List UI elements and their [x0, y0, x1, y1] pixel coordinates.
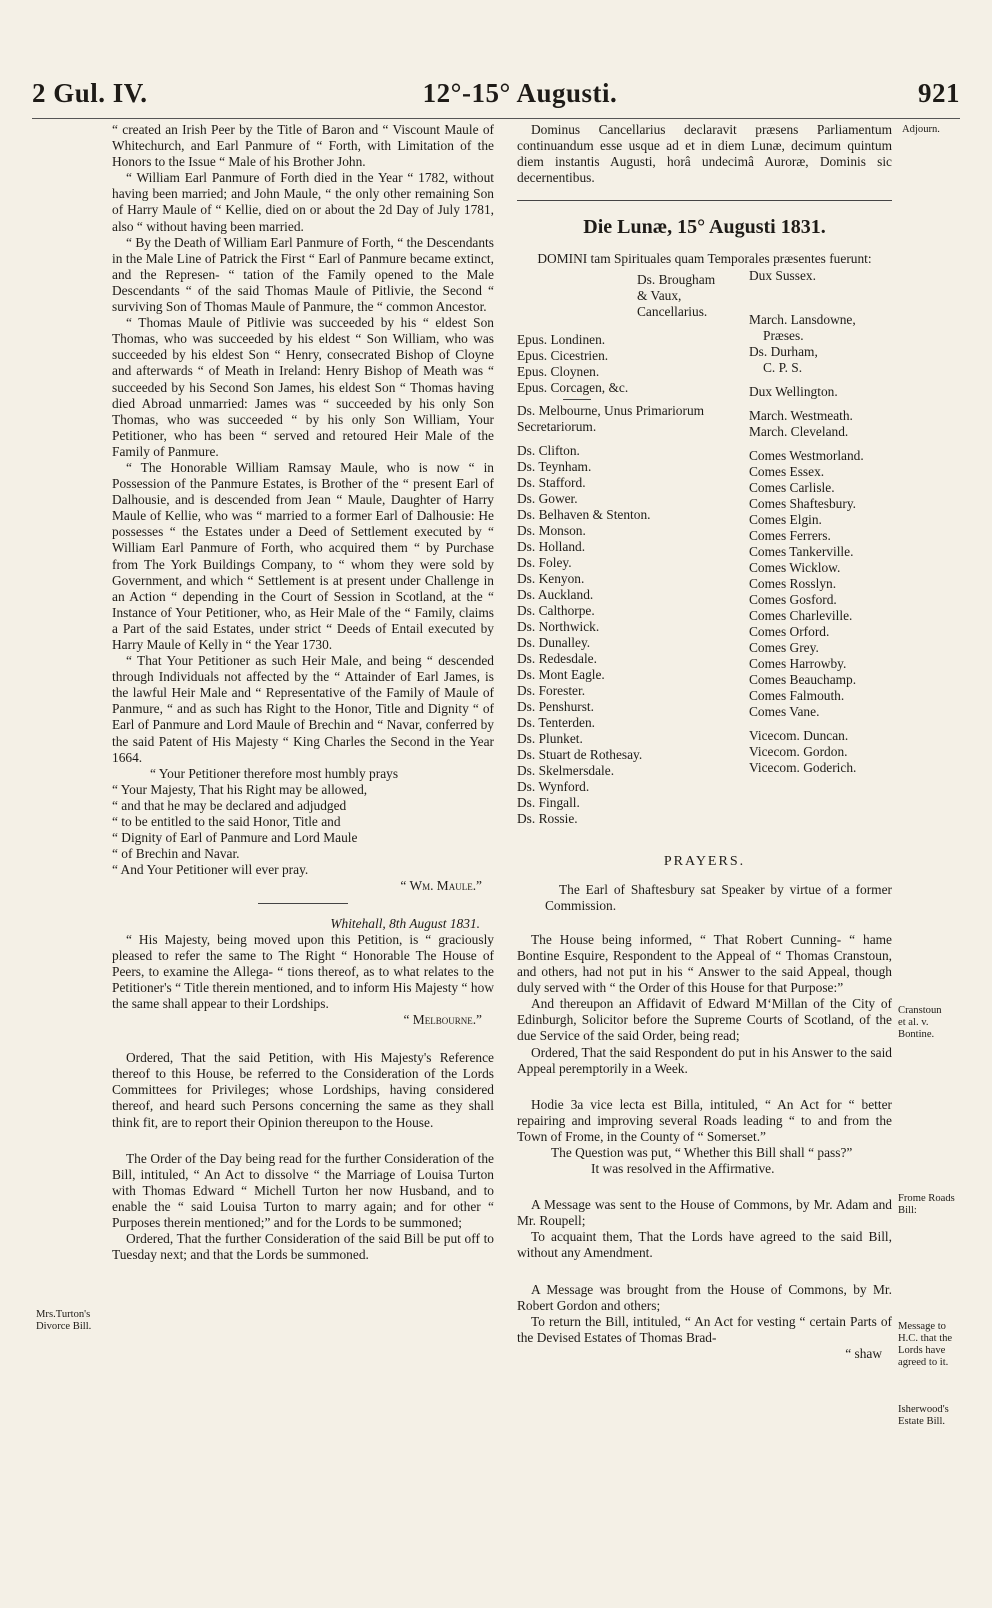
dateline: Whitehall, 8th August 1831. — [330, 915, 480, 931]
prayer-line: “ Your Majesty, That his Right may be allowed, — [112, 781, 368, 797]
earls-list — [749, 448, 892, 720]
lord-entry: Ds. Monson. — [517, 522, 586, 538]
turton-ordered: Ordered, That the further Consideration of the said Bill be put off to Tuesday next; and that the Lords be summoned. — [112, 1231, 494, 1263]
margin-note-cranstoun — [898, 1005, 942, 1041]
lords-left-list — [517, 268, 745, 827]
lords-present-list — [517, 268, 892, 844]
margin-note-line: Cranstoun — [898, 1005, 942, 1016]
lord-entry: Ds. Fingall. — [517, 794, 580, 810]
lord-entry: Ds. Forester. — [517, 682, 586, 698]
petition-paragraph: “ That Your Petitioner as such Heir Male, and being “ descended through Individuals not affected by the “ Attainder of Earl James, is the lawful Heir Male and “ Representative of the Family of Maule of Panmure, “ and as such has Right to the Honor, Title and Dignity “ of Earl of Panmure and Lord Maule of Brechin and “ Navar, conferred by the said Patent of His Majesty “ King Charles the Second in the Year 1664. — [112, 653, 494, 765]
lord-entry: Comes Falmouth. — [749, 687, 845, 703]
margin-note-frome — [898, 1193, 955, 1217]
prayer-close: “ And Your Petitioner will ever pray. — [112, 862, 309, 878]
lord-chancellor — [637, 272, 745, 320]
lord-entry: Ds. Calthorpe. — [517, 602, 595, 618]
present-intro: DOMINI tam Spirituales quam Temporales præsentes fuerunt: — [537, 251, 872, 267]
lord-entry: Comes Harrowby. — [749, 655, 847, 671]
petition-paragraph: “ William Earl Panmure of Forth died in the Year “ 1782, without having been married; and John Maule, “ the only other remaining Son of Harry Maule of “ Kellie, died on or about the 2d Day of July 1781, also “ without having been married. — [112, 170, 494, 234]
prayer-line: “ and that he may be declared and adjudged — [112, 797, 347, 813]
margin-note-line: Isherwood's — [898, 1404, 949, 1415]
reference-signature: “ Melbourne.” — [403, 1012, 482, 1028]
bishops-list — [517, 332, 745, 396]
message-paragraph: To acquaint them, That the Lords have agreed to the said Bill, without any Amendment. — [517, 1229, 892, 1261]
cranstoun-paragraph: Ordered, That the said Respondent do put in his Answer to the said Appeal peremptorily in a Week. — [517, 1044, 892, 1076]
margin-note-line: Bontine. — [898, 1029, 935, 1040]
petition-paragraph: “ The Honorable William Ramsay Maule, who is now “ in Possession of the Panmure Estates, is Brother of the “ present Earl of Dalhousie, and is descended from Jean “ Maule, Daughter of Harry Maule of Kellie, who was “ married to a former Earl of Dalhousie: He possesses “ the Estates under a Deed of Settlement executed by “ William Earl Panmure of Forth, who acquired them “ by Purchase from The York Buildings Company, to “ whom they were sold by Government, and which “ Settlement is at present under Challenge in an Action “ depending in the Court of Session in Scotland, at the “ Instance of Your Petitioner, who, as Heir Male of the “ Family, claims a Part of the said Estates, under strict “ Deeds of Entail executed by Harry Maule of Kelly in “ the Year 1730. — [112, 459, 494, 652]
margin-note-message — [898, 1321, 952, 1369]
lord-entry: Ds. Mont Eagle. — [517, 666, 605, 682]
lord-entry: Epus. Cicestrien. — [517, 347, 609, 363]
lord-entry: Comes Essex. — [749, 463, 825, 479]
cranstoun-paragraph: The House being informed, “ That Robert Cunning- “ hame Bontine Esquire, Respondent to the Appeal of “ Thomas Cranstoun, and others, had not put in his “ Answer to the said Appeal, though duly served with “ the Order of this House for that Purpose:” — [517, 931, 892, 996]
lord-entry: Comes Elgin. — [749, 511, 822, 527]
lord-entry: Comes Tankerville. — [749, 543, 854, 559]
margin-note-line: Frome Roads — [898, 1193, 955, 1204]
barons-list — [517, 443, 745, 827]
lord-entry: Ds. Tenterden. — [517, 714, 596, 730]
prayer-line: “ to be entitled to the said Honor, Title and — [112, 814, 341, 830]
prayer-intro: “ Your Petitioner therefore most humbly prays — [150, 765, 399, 781]
lord-entry: Comes Carlisle. — [749, 479, 835, 495]
margin-note-line: Message to — [898, 1321, 946, 1332]
lord-entry: Ds. Northwick. — [517, 618, 600, 634]
marquesses-list — [749, 408, 892, 440]
lord-entry: Ds. Foley. — [517, 554, 572, 570]
frome-question: The Question was put, “ Whether this Bill shall “ pass?” — [551, 1144, 853, 1160]
message-paragraph: A Message was sent to the House of Commons, by Mr. Adam and Mr. Roupell; — [517, 1197, 892, 1229]
prayer-block — [112, 782, 494, 879]
prayer-line: “ Dignity of Earl of Panmure and Lord Maule — [112, 830, 358, 846]
petition-paragraph: “ By the Death of William Earl Panmure of Forth, “ the Descendants in the Male Line of Patrick the First “ Earl of Panmure became extinct, and the Represen- “ tation of the Family opened to the Male Descendants “ of the said Thomas Maule of Pitlivie, the Second “ surviving Son of Thomas Maule of Panmure, the “ common Ancestor. — [112, 234, 494, 315]
catchword: “ shaw — [845, 1345, 882, 1361]
lord-entry: Ds. Gower. — [517, 490, 578, 506]
lord-entry: Ds. Teynham. — [517, 458, 592, 474]
lord-entry: Comes Wicklow. — [749, 559, 841, 575]
lord-entry: Ds. Holland. — [517, 538, 586, 554]
prayer-line: “ of Brechin and Navar. — [112, 846, 240, 862]
dukes-list-2 — [749, 384, 892, 400]
lord-entry: Ds. Durham, — [749, 343, 818, 359]
lord-entry: Comes Grey. — [749, 639, 819, 655]
president-list — [749, 312, 892, 376]
lord-entry: Ds. Auckland. — [517, 586, 594, 602]
lord-entry: Ds. Brougham — [637, 271, 716, 287]
lord-entry: Comes Westmorland. — [749, 447, 864, 463]
lord-entry: Ds. Penshurst. — [517, 698, 595, 714]
margin-note-line: H.C. that the — [898, 1333, 953, 1344]
lord-entry: Ds. Dunalley. — [517, 634, 591, 650]
isherwood-paragraph: To return the Bill, intituled, “ An Act for vesting “ certain Parts of the Devised Estates of Thomas Brad- — [517, 1313, 892, 1345]
margin-note-isherwood — [898, 1404, 949, 1428]
section-rule — [258, 903, 348, 904]
dukes-list — [749, 268, 892, 284]
lord-entry: Ds. Stafford. — [517, 474, 586, 490]
prayers-heading: PRAYERS. — [663, 853, 746, 869]
petitioner-signature: “ Wm. Maule.” — [400, 878, 482, 894]
lord-entry: Ds. Plunket. — [517, 730, 583, 746]
header-regnal-year: 2 Gul. IV. — [32, 78, 148, 108]
lord-entry: Dux Wellington. — [749, 383, 838, 399]
margin-note-line: agreed to it. — [898, 1357, 949, 1368]
margin-note-line: Lords have — [898, 1345, 946, 1356]
turton-order: The Order of the Day being read for the further Consideration of the Bill, intituled, “ An Act to dissolve “ the Marriage of Louisa Turton with Thomas Edward “ Michell Turton her now Husband, and to enable the “ said Louisa Turton to marry again; and for other “ Purposes therein mentioned;” and for the Lords to be summoned; — [112, 1150, 494, 1230]
margin-note-adjourn: Adjourn. — [902, 124, 940, 135]
lord-entry: Comes Shaftesbury. — [749, 495, 856, 511]
section-rule — [517, 200, 892, 201]
petition-paragraph: “ created an Irish Peer by the Title of Baron and “ Viscount Maule of Whitechurch, and Earl Panmure of “ Forth, with Limitation of the Honors to the Issue “ Male of his Brother John. — [112, 122, 494, 170]
day-title: Die Lunæ, 15° Augusti 1831. — [583, 216, 826, 239]
viscounts-list — [749, 728, 892, 776]
lord-entry: Ds. Skelmersdale. — [517, 762, 615, 778]
margin-note-line: Divorce Bill. — [36, 1321, 92, 1332]
lord-entry: Ds. Redesdale. — [517, 650, 597, 666]
lord-entry: March. Cleveland. — [749, 423, 849, 439]
lord-entry: Comes Beauchamp. — [749, 671, 857, 687]
lord-entry: C. P. S. — [763, 359, 803, 375]
header-rule — [32, 118, 960, 119]
lord-entry: Comes Ferrers. — [749, 527, 831, 543]
petition-paragraph: “ Thomas Maule of Pitlivie was succeeded by his “ eldest Son Thomas, who was succeeded by his eldest “ Son William, who was succeeded by his eldest Son “ Henry, consecrated Bishop of Cloyne and afterwards “ of Meath in Ireland: Henry Bishop of Meath was “ succeeded by his Second Son James, his eldest Son “ Thomas having died Abroad unmarried: James was “ succeeded by his only Son Thomas, who was succeeded “ by his only Son William, Your Petitioner, who has been “ served and retoured Heir Male of the Family of Panmure. — [112, 315, 494, 459]
frome-paragraph: Hodie 3a vice lecta est Billa, intituled, “ An Act for “ better repairing and improving several Roads leading “ to and from the Town of Frome, in the County of “ Somerset.” — [517, 1096, 892, 1144]
lord-entry: Ds. Clifton. — [517, 442, 580, 458]
isherwood-paragraph: A Message was brought from the House of Commons, by Mr. Robert Gordon and others; — [517, 1281, 892, 1313]
royal-reference: “ His Majesty, being moved upon this Petition, is “ graciously pleased to refer the same to The Right “ Honorable The House of Peers, to examine the Allega- “ tions thereof, as to what relates to the Petitioner's “ Title therein mentioned, and to inform His Majesty “ how the same shall appear to their Lordships. — [112, 931, 494, 1011]
margin-note-line: Mrs.Turton's — [36, 1309, 91, 1320]
margin-note-line: Estate Bill. — [898, 1416, 946, 1427]
cranstoun-paragraph: And thereupon an Affidavit of Edward M‘Millan of the City of Edinburgh, Solicitor before the Supreme Courts of Scotland, of the due Service of the said Order, being read; — [517, 996, 892, 1044]
lord-entry: Comes Charleville. — [749, 607, 853, 623]
lord-entry: March. Lansdowne, — [749, 311, 856, 327]
lord-entry: Præses. — [763, 327, 804, 343]
lord-entry: Cancellarius. — [637, 303, 708, 319]
lord-entry: Comes Rosslyn. — [749, 575, 837, 591]
lord-entry: Ds. Kenyon. — [517, 570, 585, 586]
list-divider — [563, 399, 591, 400]
margin-note-turton — [36, 1309, 91, 1333]
lord-entry: Ds. Rossie. — [517, 810, 578, 826]
lord-entry: Comes Orford. — [749, 623, 830, 639]
lord-entry: Vicecom. Duncan. — [749, 727, 849, 743]
lord-entry: & Vaux, — [637, 287, 682, 303]
lord-melbourne: Ds. Melbourne, Unus Primariorum Secretariorum. — [517, 402, 705, 434]
right-column — [517, 122, 892, 1362]
left-column — [112, 122, 494, 1263]
lord-entry: Epus. Corcagen, &c. — [517, 379, 629, 395]
lord-entry: March. Westmeath. — [749, 407, 853, 423]
lord-entry: Epus. Londinen. — [517, 331, 606, 347]
lord-entry: Ds. Wynford. — [517, 778, 590, 794]
adjourn-paragraph: Dominus Cancellarius declaravit præsens Parliamentum continuandum esse usque ad et in diem Lunæ, decimum quintum diem instantis Augusti, horâ undecimâ Auroræ, Dominis sic decernentibus. — [517, 122, 892, 186]
lord-entry: Comes Gosford. — [749, 591, 837, 607]
lords-right-list — [749, 268, 892, 776]
margin-note-line: et al. v. — [898, 1017, 929, 1028]
lord-entry: Ds. Stuart de Rothesay. — [517, 746, 643, 762]
page-number: 921 — [918, 78, 960, 108]
margin-note-line: Bill: — [898, 1205, 917, 1216]
frome-resolved: It was resolved in the Affirmative. — [591, 1161, 775, 1177]
lord-entry: Dux Sussex. — [749, 267, 816, 283]
lord-entry: Vicecom. Goderich. — [749, 759, 857, 775]
lord-entry: Vicecom. Gordon. — [749, 743, 848, 759]
lord-entry: Epus. Cloynen. — [517, 363, 600, 379]
ordered-privileges: Ordered, That the said Petition, with His Majesty's Reference thereof to this House, be referred to the Consideration of the Lords Committees for Privileges; whose Lordships, having considered thereof, and heard such Persons concerning the same as they shall think fit, are to report their Opinion thereupon to the House. — [112, 1050, 494, 1130]
speaker-note: The Earl of Shaftesbury sat Speaker by virtue of a former Commission. — [545, 881, 892, 913]
lord-entry: Ds. Belhaven & Stenton. — [517, 506, 651, 522]
lord-entry: Comes Vane. — [749, 703, 820, 719]
header-date-range: 12°-15° Augusti. — [422, 78, 618, 108]
